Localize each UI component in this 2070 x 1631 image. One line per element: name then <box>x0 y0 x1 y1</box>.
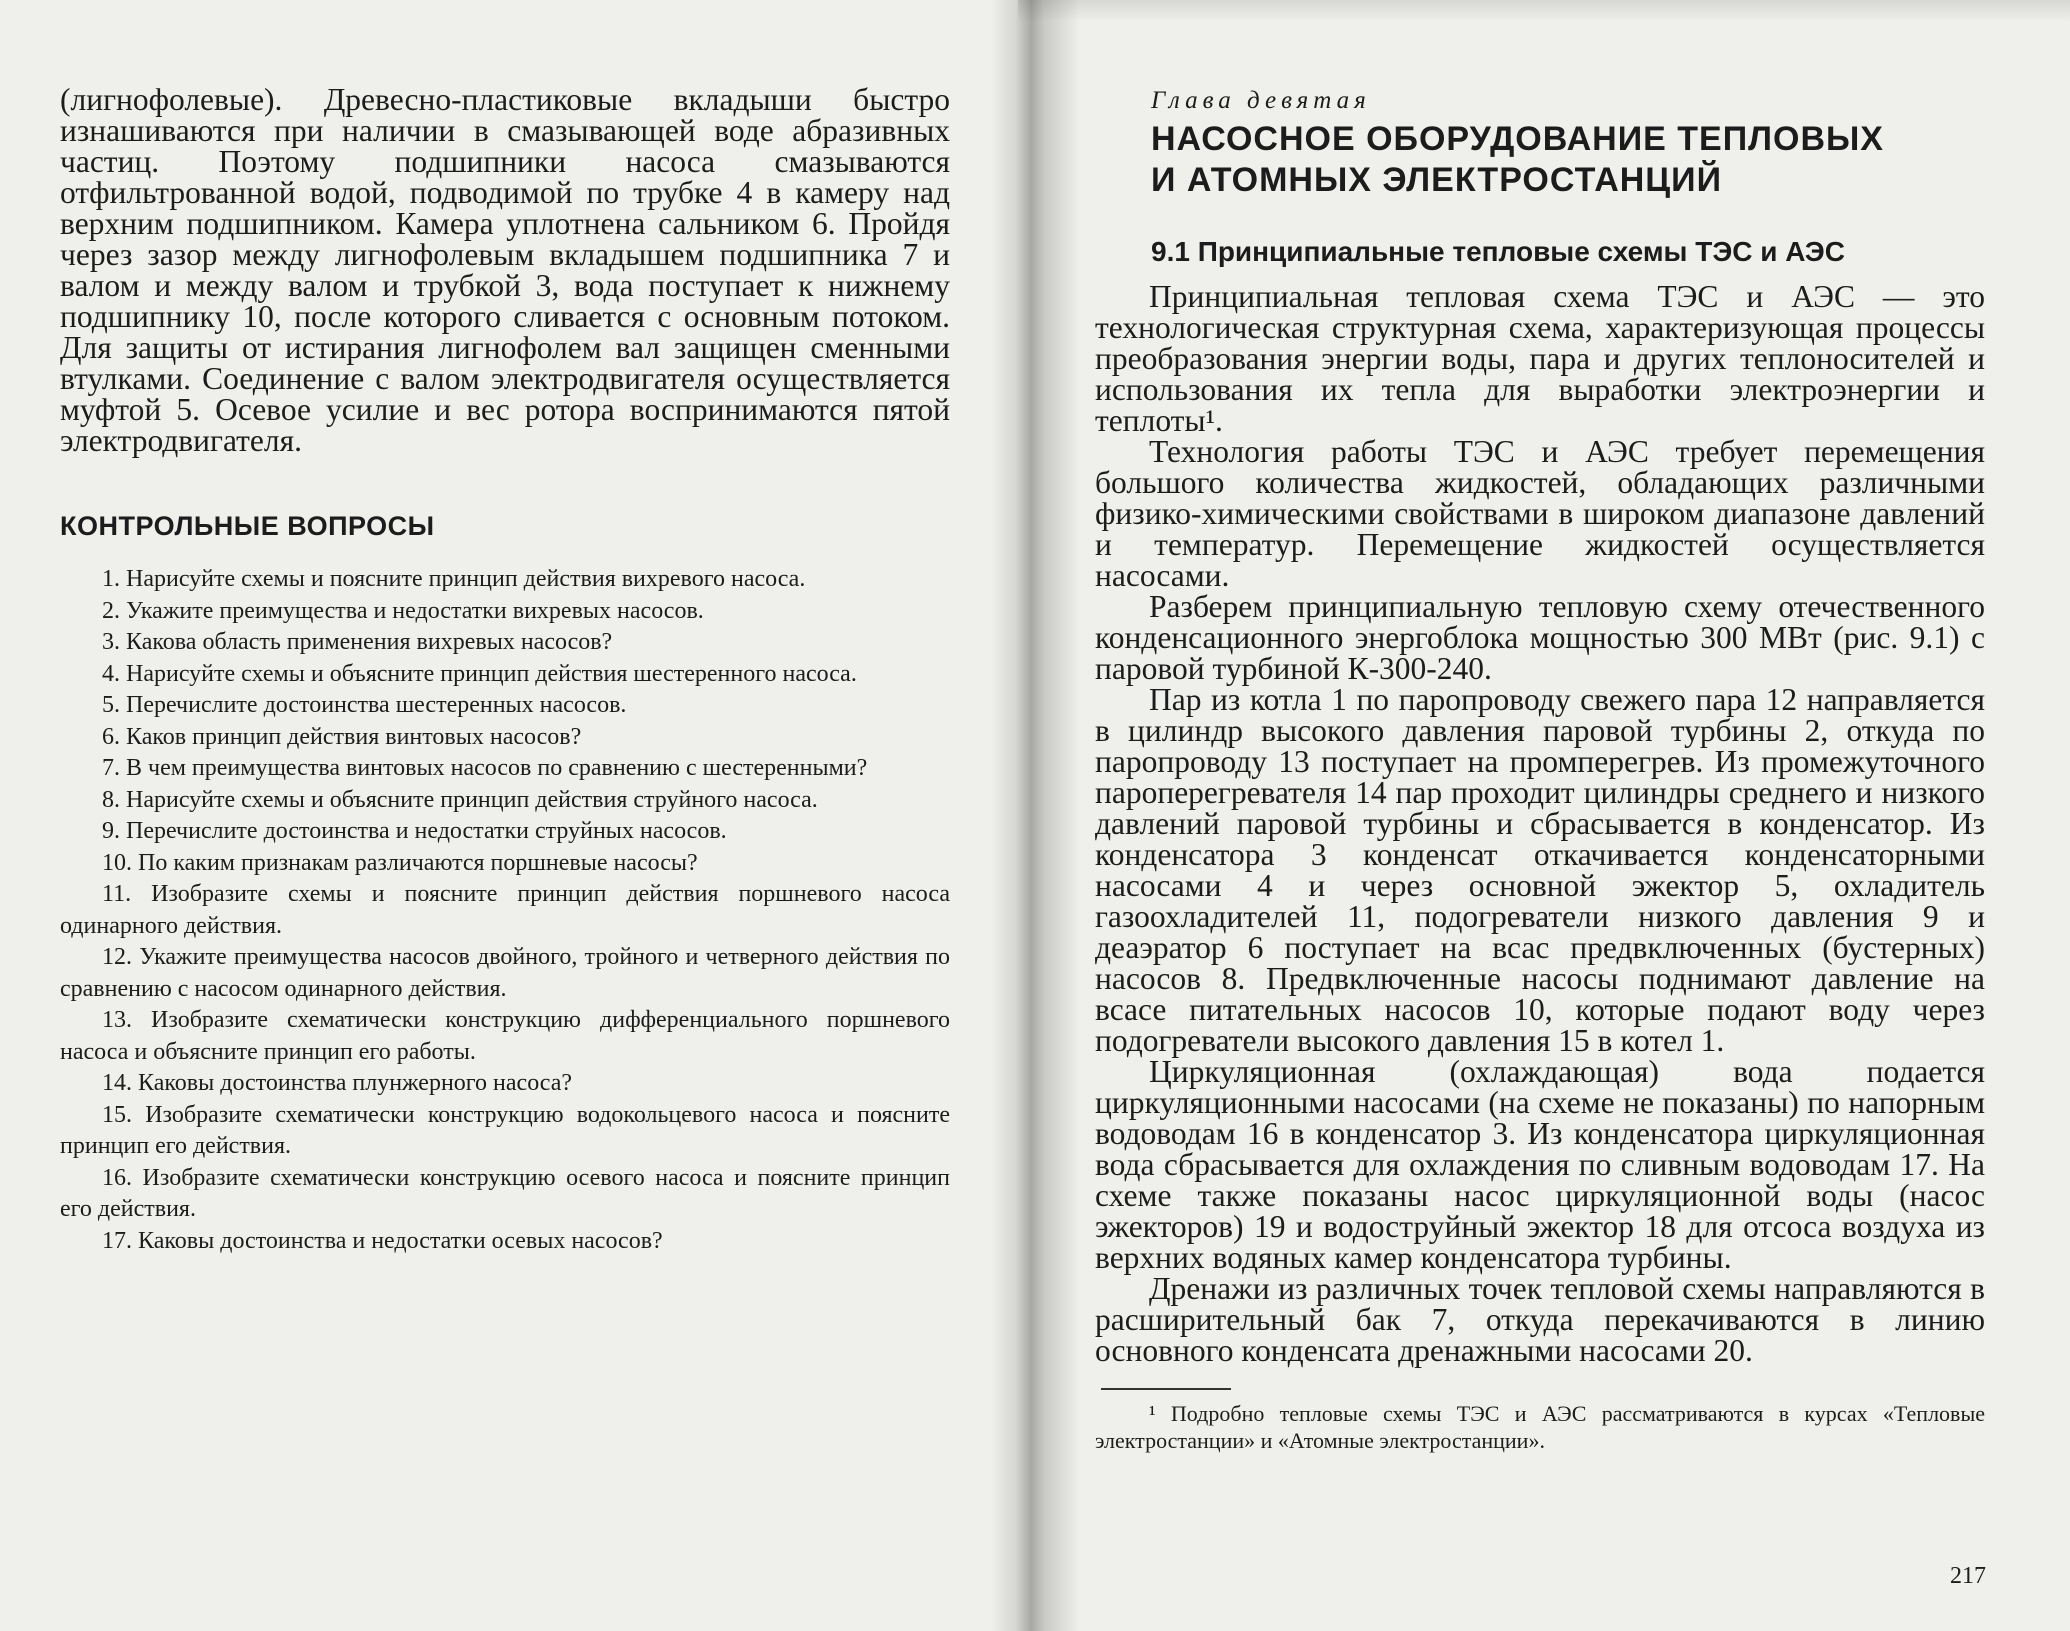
question-item: 14. Каковы достоинства плунжерного насоса? <box>102 1070 573 1096</box>
question-item: 16. Изобразите схематически конструкцию осевого насоса и поясните принцип его действия. <box>60 1164 950 1222</box>
left-page-column <box>60 84 950 1257</box>
question-item: 7. В чем преимущества винтовых насосов по сравнению с шестеренными? <box>102 755 868 781</box>
body-paragraph: Технология работы ТЭС и АЭС требует перемещения большого количества жидкостей, обладающих различными физико-химическими свойствами в широком диапазоне давлений и температур. Перемещение жидкостей осуществляется насосами. <box>1095 434 1985 593</box>
body-paragraph: Дренажи из различных точек тепловой схемы направляются в расширительный бак 7, откуда перекачиваются в линию основного конденсата дренажными насосами 20. <box>1095 1271 1985 1368</box>
question-item: 4. Нарисуйте схемы и объясните принцип действия шестеренного насоса. <box>102 660 857 687</box>
book-gutter-shadow <box>990 0 1080 1631</box>
question-item: 15. Изобразите схематически конструкцию водокольцевого насоса и поясните принцип его действия. <box>60 1101 950 1159</box>
chapter-label: Глава девятая <box>1151 87 1371 114</box>
question-item: 12. Укажите преимущества насосов двойного, тройного и четверного действия по сравнению с насосом одинарного действия. <box>60 944 950 1002</box>
body-paragraph: Циркуляционная (охлаждающая) вода подается циркуляционными насосами (на схеме не показаны) по напорным водоводам 16 в конденсатор 3. Из конденсатора циркуляционная вода сбрасывается для охлаждения по сливным водоводам 17. На схеме также показаны насос циркуляционной воды (насос эжекторов) 19 и водоструйный эжектор 18 для отсоса воздуха из верхних водяных камер конденсатора турбины. <box>1095 1054 1985 1275</box>
body-paragraph: Пар из котла 1 по паропроводу свежего пара 12 направляется в цилиндр высокого давления паровой турбины 2, откуда по паропроводу 13 поступает на промперегрев. Из промежуточного пароперегревателя 14 пар проходит цилиндры среднего и низкого давлений паровой турбины и сбрасывается в конденсатор. Из конденсатора 3 конденсат откачивается конденсаторными насосами 4 и через основной эжектор 5, охладитель газоохладителей 11, подогреватели низкого давления 9 и деаэратор 6 поступает на всас предвключенных (бустерных) насосов 8. Предвключенные насосы поднимают давление на всасе питательных насосов 10, которые подают воду через подогреватели высокого давления 15 в котел 1. <box>1095 682 1985 1058</box>
question-item: 3. Какова область применения вихревых насосов? <box>102 629 613 655</box>
question-item: 13. Изобразите схематически конструкцию дифференциального поршневого насоса и объясните принцип его работы. <box>60 1007 950 1065</box>
right-page-column <box>1095 85 1985 1454</box>
body-paragraph: Принципиальная тепловая схема ТЭС и АЭС — это технологическая структурная схема, характеризующая процессы преобразования энергии воды, пара и других теплоносителей и использования их тепла для выработки электроэнергии и теплоты¹. <box>1095 279 1985 438</box>
questions-heading: КОНТРОЛЬНЫЕ ВОПРОСЫ <box>60 511 435 541</box>
question-item: 11. Изобразите схемы и поясните принцип действия поршневого насоса одинарного действия. <box>60 881 950 939</box>
body-paragraph: Разберем принципиальную тепловую схему отечественного конденсационного энергоблока мощностью 300 МВт (рис. 9.1) с паровой турбиной К-300-240. <box>1095 589 1985 686</box>
question-item: 9. Перечислите достоинства и недостатки струйных насосов. <box>102 818 727 844</box>
questions-list <box>60 564 950 1257</box>
continuation-paragraph: (лигнофолевые). Древесно-пластиковые вкладыши быстро изнашиваются при наличии в смазывающей воде абразивных частиц. Поэтому подшипники насоса смазываются отфильтрованной водой, подводимой по трубке 4 в камеру над верхним подшипником. Камера уплотнена сальником 6. Пройдя через зазор между лигнофолевым вкладышем подшипника 7 и валом и между валом и трубкой 3, вода поступает к нижнему подшипнику 10, после которого сливается с основным потоком. Для защиты от истирания лигнофолем вал защищен сменными втулками. Соединение с валом электродвигателя осуществляется муфтой 5. Осевое усилие и вес ротора воспринимаются пятой электродвигателя. <box>60 82 950 458</box>
question-item: 8. Нарисуйте схемы и объясните принцип действия струйного насоса. <box>102 786 818 813</box>
footnote-divider <box>1101 1388 1231 1390</box>
question-item: 2. Укажите преимущества и недостатки вихревых насосов. <box>102 597 704 624</box>
page-edge-shadow <box>1018 0 2070 22</box>
chapter-title: НАСОСНОЕ ОБОРУДОВАНИЕ ТЕПЛОВЫХ И АТОМНЫХ ЭЛЕКТРОСТАНЦИЙ <box>1151 120 1884 199</box>
question-item: 6. Каков принцип действия винтовых насосов? <box>102 723 582 750</box>
question-item: 17. Каковы достоинства и недостатки осевых насосов? <box>102 1227 663 1254</box>
footnote: ¹ Подробно тепловые схемы ТЭС и АЭС рассматриваются в курсах «Тепловые электростанции» и «Атомные электростанции». <box>1095 1401 1985 1453</box>
section-title: 9.1 Принципиальные тепловые схемы ТЭС и АЭС <box>1151 236 1845 267</box>
page-number: 217 <box>1950 1563 1986 1589</box>
question-item: 1. Нарисуйте схемы и поясните принцип действия вихревого насоса. <box>102 566 806 592</box>
question-item: 5. Перечислите достоинства шестеренных насосов. <box>102 692 627 718</box>
question-item: 10. По каким признакам различаются поршневые насосы? <box>102 849 698 876</box>
